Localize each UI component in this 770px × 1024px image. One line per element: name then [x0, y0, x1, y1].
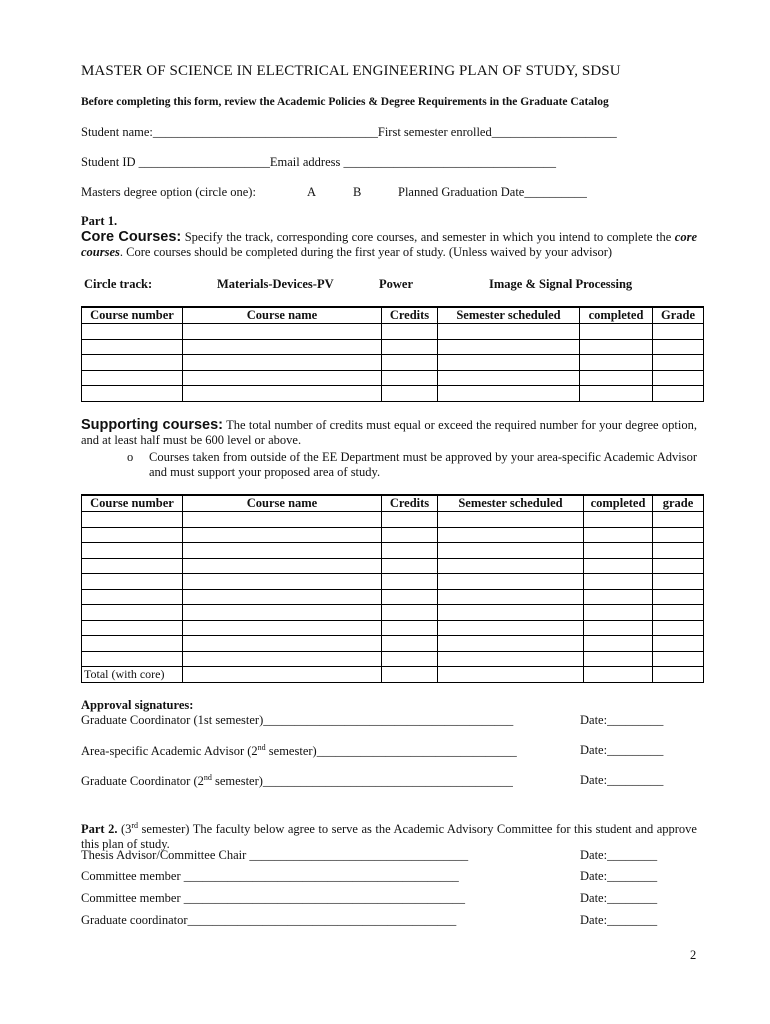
- supp-header-course-name: Course name: [183, 495, 382, 512]
- table-row: [82, 339, 704, 355]
- table-cell[interactable]: [82, 339, 183, 355]
- table-row: [82, 527, 704, 543]
- date-field-2[interactable]: Date:_________: [580, 743, 664, 757]
- table-cell[interactable]: [438, 386, 580, 402]
- table-cell[interactable]: [82, 512, 183, 528]
- table-cell[interactable]: [382, 574, 438, 590]
- table-cell[interactable]: [183, 605, 382, 621]
- table-cell[interactable]: [82, 370, 183, 386]
- date-field-7[interactable]: Date:________: [580, 913, 658, 927]
- table-cell[interactable]: [382, 355, 438, 371]
- instruction-text: Before completing this form, review the Academic Policies & Degree Requirements in the Graduate Catalog: [81, 96, 609, 108]
- supporting-text: The total number of credits must equal or exceed the required number for your degree option, and at least half must be 600 level or above.: [81, 418, 698, 447]
- table-cell[interactable]: [438, 355, 580, 371]
- core-header-completed: completed: [580, 307, 653, 324]
- option-b[interactable]: B: [353, 185, 362, 199]
- table-cell[interactable]: [183, 543, 382, 559]
- advisor-2nd-signature[interactable]: [81, 743, 517, 759]
- circle-track-label: Circle track:: [84, 277, 153, 291]
- table-cell[interactable]: [653, 605, 704, 621]
- core-courses-table: [81, 306, 704, 402]
- advisor-text-post: semester)________________________________: [265, 744, 517, 759]
- supp-header-completed: completed: [584, 495, 653, 512]
- table-cell[interactable]: [584, 651, 653, 667]
- part2-intro-post: semester) The faculty below agree to serve as the Academic Advisory Committee for this student and approve this plan of study.: [81, 822, 697, 852]
- supporting-courses-heading: Supporting courses:: [81, 417, 223, 433]
- thesis-advisor-signature[interactable]: Thesis Advisor/Committee Chair ___________________________________: [81, 848, 469, 862]
- table-cell[interactable]: [382, 370, 438, 386]
- option-a[interactable]: A: [307, 185, 317, 199]
- part2-intro-pre: (3: [117, 822, 132, 837]
- table-cell[interactable]: [82, 574, 183, 590]
- table-cell[interactable]: [183, 512, 382, 528]
- advisor-text-pre: Area-specific Academic Advisor (2: [81, 744, 258, 759]
- table-row: [82, 370, 704, 386]
- table-cell[interactable]: [382, 589, 438, 605]
- supporting-courses-table: [81, 494, 704, 683]
- table-cell[interactable]: [653, 620, 704, 636]
- table-cell[interactable]: [438, 512, 584, 528]
- table-cell[interactable]: [438, 543, 584, 559]
- supp-header-semester: Semester scheduled: [438, 495, 584, 512]
- table-cell[interactable]: [438, 558, 584, 574]
- table-cell[interactable]: [382, 324, 438, 340]
- core-em-1: core: [674, 230, 697, 244]
- table-row: [82, 558, 704, 574]
- table-row: [82, 620, 704, 636]
- table-row: [82, 386, 704, 402]
- table-cell[interactable]: [584, 527, 653, 543]
- part2-label: Part 2.: [81, 822, 118, 837]
- part1-label: Part 1.: [81, 214, 118, 228]
- table-row: [82, 512, 704, 528]
- graduate-coordinator-signature[interactable]: Graduate coordinator___________________________________________: [81, 913, 457, 927]
- table-cell[interactable]: [438, 527, 584, 543]
- table-cell[interactable]: [183, 636, 382, 652]
- core-header-course-number: Course number: [82, 307, 183, 324]
- table-cell[interactable]: [183, 574, 382, 590]
- table-cell[interactable]: [382, 527, 438, 543]
- coord-sup: nd: [203, 773, 212, 782]
- table-cell[interactable]: [438, 574, 584, 590]
- table-cell[interactable]: [653, 324, 704, 340]
- bullet-text: Courses taken from outside of the EE Department must be approved by your area-specific Academic Advisor and must support your proposed area of study.: [149, 450, 697, 479]
- graduation-date-field[interactable]: Planned Graduation Date__________: [398, 185, 587, 199]
- supp-header-credits: Credits: [382, 495, 438, 512]
- table-cell[interactable]: [82, 355, 183, 371]
- table-cell[interactable]: [82, 527, 183, 543]
- committee-member-1-signature[interactable]: Committee member ____________________________________________: [81, 869, 459, 883]
- table-cell[interactable]: [382, 605, 438, 621]
- advisor-sup: nd: [257, 743, 266, 752]
- total-label: Total (with core): [82, 667, 183, 683]
- table-cell[interactable]: [183, 620, 382, 636]
- date-field-4[interactable]: Date:________: [580, 848, 658, 862]
- table-row: [82, 324, 704, 340]
- table-cell[interactable]: [584, 589, 653, 605]
- date-field-6[interactable]: Date:________: [580, 891, 658, 905]
- table-cell[interactable]: [382, 386, 438, 402]
- table-row: [82, 651, 704, 667]
- core-header-grade: Grade: [653, 307, 704, 324]
- committee-member-2-signature[interactable]: Committee member _____________________________________________: [81, 891, 466, 905]
- page-title: MASTER OF SCIENCE IN ELECTRICAL ENGINEERING PLAN OF STUDY, SDSU: [81, 63, 621, 79]
- core-text-1: Specify the track, corresponding core courses, and semester in which you intend to complete the: [181, 230, 675, 244]
- core-header-credits: Credits: [382, 307, 438, 324]
- table-cell[interactable]: [82, 589, 183, 605]
- table-cell[interactable]: [580, 370, 653, 386]
- table-cell[interactable]: [82, 558, 183, 574]
- core-em-2: courses: [81, 245, 120, 259]
- table-cell[interactable]: [438, 589, 584, 605]
- table-cell[interactable]: [653, 589, 704, 605]
- table-cell[interactable]: [183, 527, 382, 543]
- track-materials[interactable]: Materials-Devices-PV: [217, 277, 334, 291]
- coord-text-pre: Graduate Coordinator (2: [81, 774, 204, 789]
- table-cell[interactable]: [653, 574, 704, 590]
- coord-text-post: semester)________________________________________: [211, 774, 513, 789]
- bullet-mark: o: [127, 450, 134, 464]
- table-row: [82, 543, 704, 559]
- table-cell[interactable]: [183, 589, 382, 605]
- degree-option-label: Masters degree option (circle one):: [81, 185, 256, 199]
- core-courses-heading: Core Courses:: [81, 229, 182, 245]
- core-header-semester: Semester scheduled: [438, 307, 580, 324]
- table-cell[interactable]: [653, 339, 704, 355]
- table-cell[interactable]: [653, 651, 704, 667]
- table-cell[interactable]: [653, 527, 704, 543]
- table-cell[interactable]: [382, 620, 438, 636]
- table-cell[interactable]: [438, 636, 584, 652]
- table-cell[interactable]: [438, 324, 580, 340]
- table-cell[interactable]: [183, 370, 382, 386]
- table-cell[interactable]: [653, 355, 704, 371]
- table-cell[interactable]: [580, 339, 653, 355]
- table-cell[interactable]: [382, 636, 438, 652]
- table-cell[interactable]: [584, 636, 653, 652]
- table-cell[interactable]: [382, 512, 438, 528]
- table-cell[interactable]: [438, 370, 580, 386]
- table-row: [82, 355, 704, 371]
- table-cell[interactable]: [580, 355, 653, 371]
- table-row: [82, 605, 704, 621]
- student-name-field[interactable]: Student name:____________________________________First semester enrolled____________________: [81, 125, 617, 139]
- table-cell[interactable]: [653, 543, 704, 559]
- table-cell[interactable]: [183, 667, 382, 683]
- core-text-2: . Core courses should be completed during the first year of study. (Unless waived by your advisor): [119, 245, 613, 259]
- table-cell[interactable]: [584, 574, 653, 590]
- table-cell[interactable]: [382, 558, 438, 574]
- approval-heading: Approval signatures:: [81, 698, 194, 712]
- table-cell[interactable]: [183, 339, 382, 355]
- table-row: [82, 574, 704, 590]
- part2-sup: rd: [131, 821, 139, 830]
- date-field-3[interactable]: Date:_________: [580, 773, 664, 787]
- grad-coordinator-1st-signature[interactable]: Graduate Coordinator (1st semester)________________________________________: [81, 713, 514, 727]
- table-cell[interactable]: [438, 651, 584, 667]
- table-cell[interactable]: [653, 386, 704, 402]
- table-cell[interactable]: [580, 324, 653, 340]
- track-image-signal[interactable]: Image & Signal Processing: [489, 277, 633, 291]
- core-header-course-name: Course name: [183, 307, 382, 324]
- table-cell[interactable]: [438, 620, 584, 636]
- table-cell[interactable]: [584, 620, 653, 636]
- date-field-1[interactable]: Date:_________: [580, 713, 664, 727]
- page-number: 2: [690, 948, 697, 962]
- supp-header-course-number: Course number: [82, 495, 183, 512]
- table-cell[interactable]: [382, 651, 438, 667]
- table-cell[interactable]: [183, 324, 382, 340]
- supp-header-grade: grade: [653, 495, 704, 512]
- core-courses-paragraph: [81, 230, 697, 260]
- table-cell[interactable]: [653, 370, 704, 386]
- table-cell[interactable]: [653, 636, 704, 652]
- table-cell[interactable]: [183, 355, 382, 371]
- table-cell[interactable]: [382, 543, 438, 559]
- date-field-5[interactable]: Date:________: [580, 869, 658, 883]
- table-cell[interactable]: [584, 605, 653, 621]
- table-cell[interactable]: [382, 667, 438, 683]
- table-cell[interactable]: [82, 386, 183, 402]
- table-cell[interactable]: [382, 339, 438, 355]
- table-cell[interactable]: [653, 667, 704, 683]
- supporting-courses-paragraph: [81, 418, 697, 448]
- table-cell[interactable]: [653, 558, 704, 574]
- table-cell[interactable]: [183, 558, 382, 574]
- table-cell[interactable]: [584, 667, 653, 683]
- table-cell[interactable]: [653, 512, 704, 528]
- table-cell[interactable]: [584, 512, 653, 528]
- table-cell[interactable]: [82, 543, 183, 559]
- table-cell[interactable]: [584, 558, 653, 574]
- table-cell[interactable]: [438, 605, 584, 621]
- table-cell[interactable]: [438, 339, 580, 355]
- table-cell[interactable]: [183, 651, 382, 667]
- grad-coordinator-2nd-signature[interactable]: [81, 773, 513, 789]
- table-cell[interactable]: [580, 386, 653, 402]
- table-cell[interactable]: [82, 620, 183, 636]
- track-power[interactable]: Power: [379, 277, 414, 291]
- table-cell[interactable]: [584, 543, 653, 559]
- table-row: [82, 589, 704, 605]
- student-id-email-field[interactable]: Student ID _____________________Email address __________________________________: [81, 155, 556, 169]
- table-cell[interactable]: [82, 605, 183, 621]
- table-row: [82, 636, 704, 652]
- table-cell[interactable]: [438, 667, 584, 683]
- table-cell[interactable]: [82, 636, 183, 652]
- table-cell[interactable]: [82, 324, 183, 340]
- table-cell[interactable]: [183, 386, 382, 402]
- table-row-total: [82, 667, 704, 683]
- table-cell[interactable]: [82, 651, 183, 667]
